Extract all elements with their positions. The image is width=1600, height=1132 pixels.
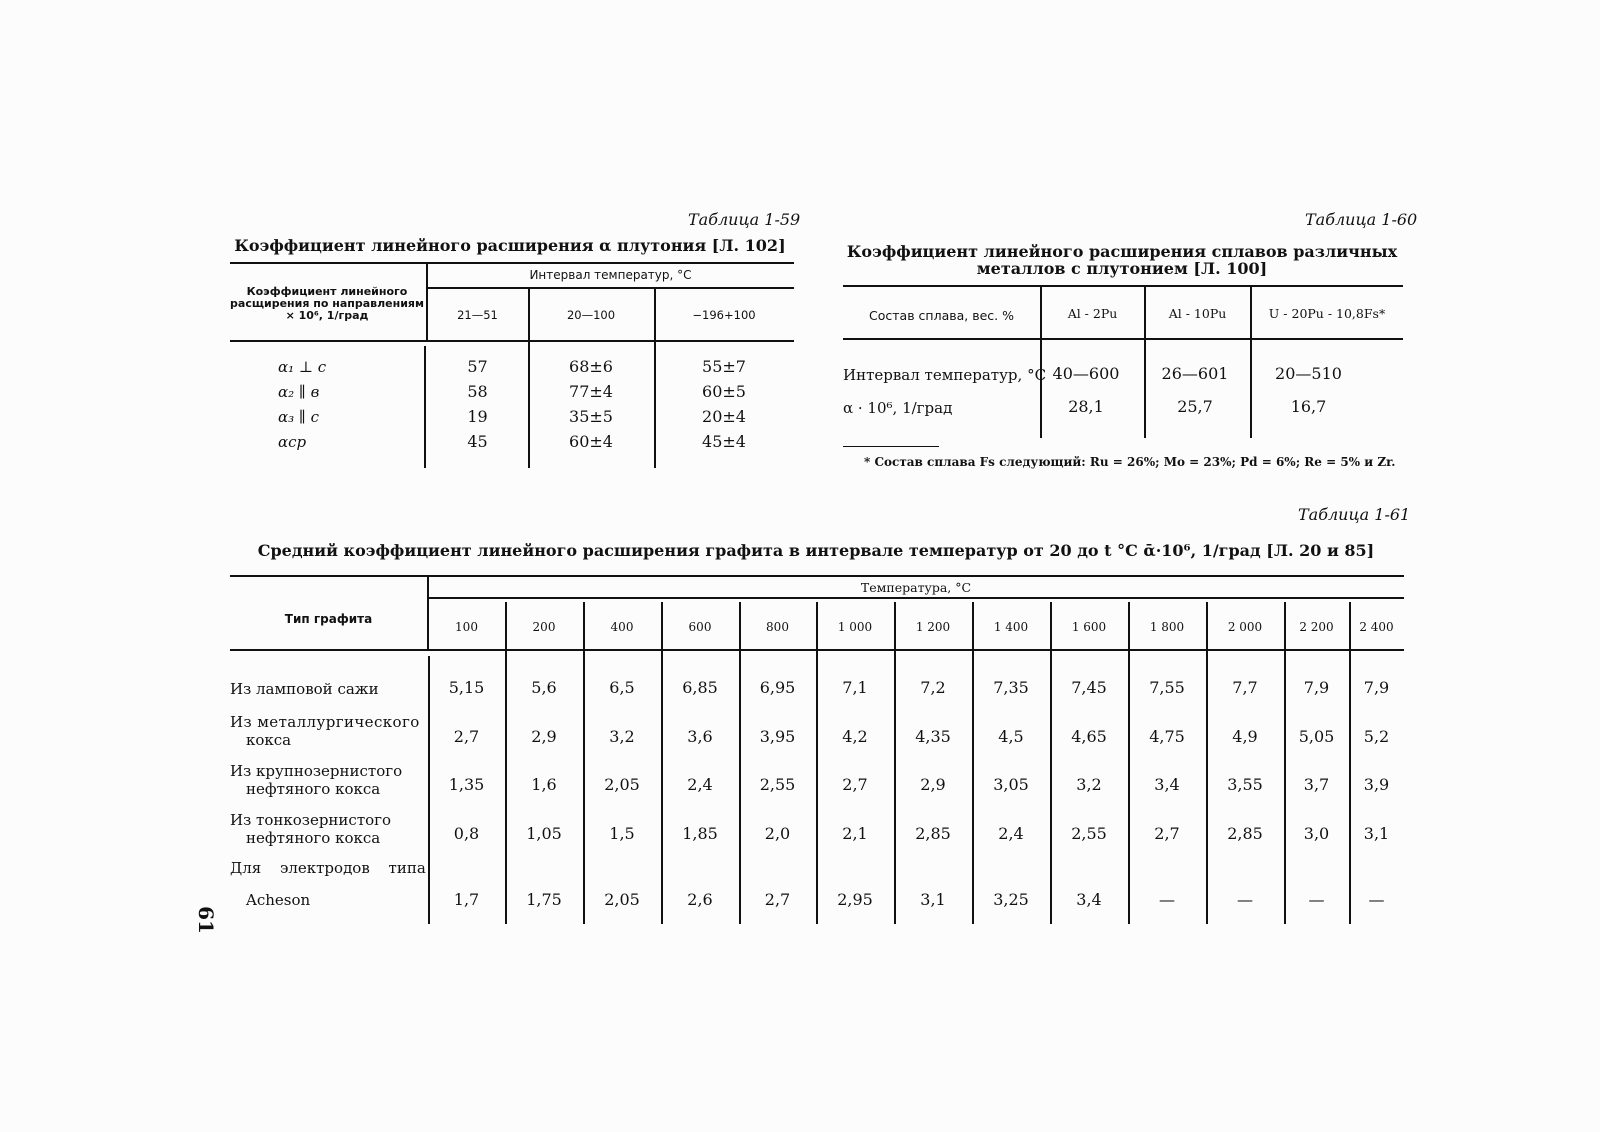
- t61-col-8: 1 600: [1071, 620, 1107, 634]
- t59-r3-c1: 60±4: [569, 432, 613, 451]
- t61-r1-c7: 4,5: [998, 727, 1024, 746]
- t61-r4-c11: —: [1308, 890, 1325, 909]
- t61-r2-c4: 2,55: [759, 775, 796, 794]
- t60-footnote-rule: [843, 446, 939, 447]
- t60-col-1: Al - 10Pu: [1168, 306, 1227, 321]
- table-1-60-label: Таблица 1-60: [1305, 210, 1418, 229]
- t61-vline-10: [1206, 602, 1208, 924]
- t61-r3-c2: 1,5: [609, 824, 635, 843]
- t59-rowhead-line3: × 10⁶, 1/град: [285, 309, 369, 322]
- table-1-60-title: [842, 243, 1402, 277]
- t61-r2-c6: 2,9: [920, 775, 946, 794]
- t61-r2-c9: 3,4: [1154, 775, 1180, 794]
- t60-r0-c1: 26—601: [1161, 364, 1229, 383]
- t61-r3-c5: 2,1: [842, 824, 868, 843]
- t61-r2-c7: 3,05: [993, 775, 1029, 794]
- t61-col-2: 400: [610, 620, 634, 634]
- table-1-61-title: Средний коэффициент линейного расширения графита в интервале температур от 20 до t °C ᾱ·10⁶, 1/град [Л. 20 и 85]: [257, 541, 1375, 560]
- t61-row-1-label: [230, 713, 420, 749]
- t60-r0-c0: 40—600: [1052, 364, 1120, 383]
- t61-r3-c9: 2,7: [1154, 824, 1180, 843]
- t61-r1-c0: 2,7: [453, 727, 480, 746]
- t61-r4-c8: 3,4: [1076, 890, 1102, 909]
- t61-r0-c8: 7,45: [1071, 678, 1107, 697]
- t59-r0-c2: 55±7: [702, 357, 746, 376]
- t61-row-1-label-line2: кокса: [246, 731, 292, 749]
- t61-r0-c2: 6,5: [609, 678, 635, 697]
- page-number: 61: [193, 906, 218, 934]
- t61-r0-c3: 6,85: [682, 678, 718, 697]
- t61-vline-2: [583, 602, 585, 924]
- t61-group-rule: [428, 597, 1404, 599]
- t61-col-0: 100: [455, 620, 478, 634]
- t60-row-1-label: α · 10⁶, 1/град: [843, 399, 953, 417]
- t61-vline-6: [894, 602, 896, 924]
- t61-r1-c12: 5,2: [1363, 727, 1390, 746]
- t60-col-0: Al - 2Pu: [1067, 306, 1118, 321]
- t61-r3-c0: 0,8: [453, 824, 480, 843]
- t61-r0-c5: 7,1: [842, 678, 868, 697]
- table-1-59-label: Таблица 1-59: [688, 210, 801, 229]
- t59-r1-c1: 77±4: [569, 382, 613, 401]
- t60-title-line1: Коэффициент линейного расширения сплавов различных: [846, 242, 1398, 261]
- t59-r1-c0: 58: [467, 382, 488, 401]
- t60-header-rule: [843, 338, 1403, 340]
- t61-r3-c12: 3,1: [1363, 824, 1390, 843]
- t61-row-1-label-line1: Из металлургического: [230, 713, 420, 731]
- t61-col-1: 200: [532, 620, 556, 634]
- t60-row-0-label: Интервал температур, °C: [843, 366, 1047, 384]
- t59-col-2: −196+100: [692, 308, 756, 322]
- t61-row-2-label-line2: нефтяного кокса: [246, 780, 381, 798]
- t60-r0-c2: 20—510: [1275, 364, 1342, 383]
- t59-vline-0b: [424, 346, 426, 468]
- t61-row-4-label-line2: Acheson: [246, 891, 311, 909]
- t61-r1-c10: 4,9: [1232, 727, 1258, 746]
- t61-row-2-label-line1: Из крупнозернистого: [230, 762, 403, 780]
- t60-r1-c1: 25,7: [1177, 397, 1213, 416]
- t61-r0-c6: 7,2: [920, 678, 946, 697]
- t60-footnote: * Состав сплава Fs следующий: Ru = 26%; Mo = 23%; Pd = 6%; Re = 5% и Zr.: [864, 455, 1396, 469]
- t61-r4-c4: 2,7: [764, 890, 791, 909]
- t61-vline-1: [505, 602, 507, 924]
- t61-r3-c10: 2,85: [1227, 824, 1263, 843]
- t61-vline-3: [661, 602, 663, 924]
- t61-r0-c11: 7,9: [1303, 678, 1330, 697]
- t61-vline-7: [972, 602, 974, 924]
- t59-row-3-label: αср: [278, 433, 307, 451]
- t59-top-rule: [230, 262, 794, 264]
- t61-col-3: 600: [688, 620, 712, 634]
- t61-r1-c9: 4,75: [1149, 727, 1185, 746]
- t61-r0-c9: 7,55: [1149, 678, 1185, 697]
- t61-r0-c4: 6,95: [759, 678, 796, 697]
- t61-r3-c3: 1,85: [682, 824, 718, 843]
- t61-r4-c6: 3,1: [920, 890, 946, 909]
- t61-row-3-label-line2: нефтяного кокса: [246, 829, 381, 847]
- t61-r4-c3: 2,6: [687, 890, 713, 909]
- t61-r0-c0: 5,15: [448, 678, 485, 697]
- t61-r4-c12: —: [1368, 890, 1385, 909]
- t61-col-12: 2 400: [1359, 620, 1394, 634]
- t61-r3-c11: 3,0: [1303, 824, 1330, 843]
- t61-r2-c11: 3,7: [1303, 775, 1330, 794]
- t59-r3-c2: 45±4: [702, 432, 746, 451]
- t61-row-0-label-line1: Из ламповой сажи: [230, 680, 379, 698]
- t61-r1-c2: 3,2: [609, 727, 635, 746]
- t61-vline-9: [1128, 602, 1130, 924]
- t61-vline-5: [816, 602, 818, 924]
- t59-col-1: 20—100: [566, 308, 616, 322]
- t61-r1-c4: 3,95: [759, 727, 796, 746]
- t61-vline-12: [1349, 602, 1351, 924]
- t61-col-9: 1 800: [1149, 620, 1185, 634]
- t59-row-1-label: α₂ ∥ в: [278, 383, 320, 401]
- t59-r0-c0: 57: [467, 357, 488, 376]
- t61-row-2-label: [230, 762, 402, 798]
- t59-group-header: Интервал температур, °C: [529, 268, 692, 282]
- t61-col-10: 2 000: [1227, 620, 1263, 634]
- t61-col-4: 800: [766, 620, 789, 634]
- t61-col-11: 2 200: [1299, 620, 1334, 634]
- t61-r2-c10: 3,55: [1227, 775, 1263, 794]
- t61-row-3-label: [230, 811, 391, 847]
- t60-top-rule: [843, 285, 1403, 287]
- t61-r0-c12: 7,9: [1363, 678, 1390, 697]
- t59-rowhead: [228, 286, 426, 322]
- t61-row-3-label-line1: Из тонкозернистого: [230, 811, 392, 829]
- t59-r2-c0: 19: [467, 407, 488, 426]
- t61-r4-c5: 2,95: [837, 890, 873, 909]
- t61-col-5: 1 000: [837, 620, 873, 634]
- t61-r4-c10: —: [1237, 890, 1253, 909]
- t59-row-0-label: α₁ ⊥ c: [278, 358, 327, 376]
- t61-r1-c5: 4,2: [842, 727, 868, 746]
- t59-rowhead-line2: расщирения по направлениям: [230, 297, 424, 310]
- t61-r0-c7: 7,35: [993, 678, 1029, 697]
- t61-r2-c1: 1,6: [531, 775, 557, 794]
- t61-r2-c0: 1,35: [448, 775, 485, 794]
- t61-vline-8: [1050, 602, 1052, 924]
- table-1-61-label: Таблица 1-61: [1298, 505, 1411, 524]
- t61-r1-c8: 4,65: [1071, 727, 1107, 746]
- t59-r3-c0: 45: [467, 432, 488, 451]
- t61-r2-c5: 2,7: [842, 775, 868, 794]
- t61-col-7: 1 400: [993, 620, 1029, 634]
- t59-group-rule: [427, 287, 794, 289]
- t61-r3-c1: 1,05: [526, 824, 562, 843]
- t60-rowhead: Состав сплава, вес. %: [869, 308, 1014, 323]
- t61-r0-c10: 7,7: [1232, 678, 1258, 697]
- t59-r1-c2: 60±5: [702, 382, 746, 401]
- t61-rowhead: Тип графита: [284, 612, 373, 626]
- t61-col-6: 1 200: [915, 620, 951, 634]
- t61-r4-c9: —: [1159, 890, 1175, 909]
- t61-r3-c6: 2,85: [915, 824, 951, 843]
- t61-r2-c2: 2,05: [604, 775, 640, 794]
- t61-r0-c1: 5,6: [531, 678, 557, 697]
- t59-r2-c2: 20±4: [702, 407, 746, 426]
- t61-row-0-label: [230, 680, 379, 698]
- t61-top-rule: [230, 575, 1404, 577]
- t61-row-4-label: [230, 859, 426, 909]
- t61-r1-c6: 4,35: [915, 727, 951, 746]
- t61-group-header: Температура, °C: [860, 580, 972, 595]
- t59-r0-c1: 68±6: [569, 357, 613, 376]
- t60-r1-c0: 28,1: [1068, 397, 1104, 416]
- t61-r3-c8: 2,55: [1071, 824, 1107, 843]
- t61-r4-c2: 2,05: [604, 890, 640, 909]
- t61-r2-c12: 3,9: [1363, 775, 1390, 794]
- t61-r2-c3: 2,4: [687, 775, 713, 794]
- t59-r2-c1: 35±5: [569, 407, 613, 426]
- t61-r1-c1: 2,9: [531, 727, 557, 746]
- t61-r4-c7: 3,25: [993, 890, 1029, 909]
- t61-r1-c3: 3,6: [687, 727, 713, 746]
- t60-col-2: U - 20Pu - 10,8Fs*: [1268, 306, 1386, 321]
- t59-rowhead-line1: Коэффициент линейного: [246, 285, 408, 298]
- t61-r2-c8: 3,2: [1076, 775, 1102, 794]
- t61-r3-c4: 2,0: [764, 824, 791, 843]
- t61-vline-11: [1284, 602, 1286, 924]
- table-1-59-title: Коэффициент линейного расширения α плутония [Л. 102]: [234, 236, 786, 255]
- t61-r1-c11: 5,05: [1298, 727, 1335, 746]
- t59-col-0: 21—51: [457, 308, 498, 322]
- t59-header-rule: [230, 340, 794, 342]
- t61-r4-c1: 1,75: [526, 890, 562, 909]
- t60-r1-c2: 16,7: [1290, 397, 1327, 416]
- t60-title-line2: металлов с плутонием [Л. 100]: [976, 259, 1268, 278]
- t61-vline-4: [739, 602, 741, 924]
- t61-row-4-label-line1: Для электродов типа: [230, 859, 426, 877]
- t61-r3-c7: 2,4: [998, 824, 1024, 843]
- t61-r4-c0: 1,7: [453, 890, 480, 909]
- t59-row-2-label: α₃ ∥ c: [278, 408, 320, 426]
